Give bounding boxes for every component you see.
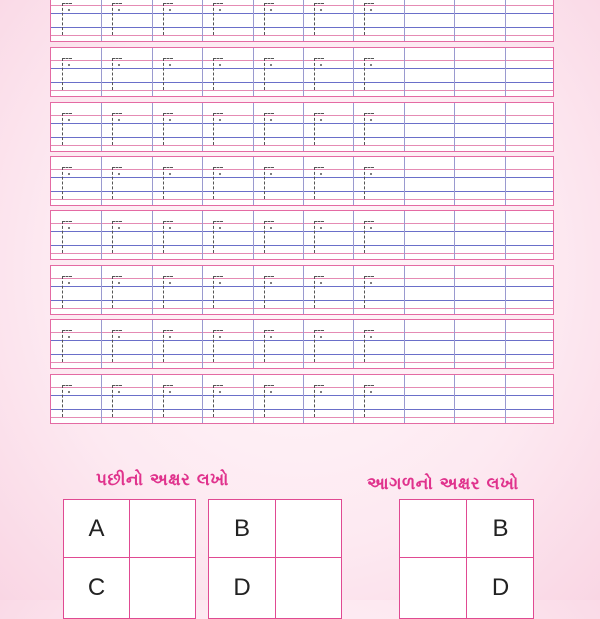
box-divider [253, 48, 254, 96]
box-divider [404, 211, 405, 259]
grid-cell: D [491, 574, 510, 601]
box-divider [505, 211, 506, 259]
traced-letter [213, 113, 223, 147]
traced-letter [62, 221, 72, 255]
traced-letter [264, 330, 274, 364]
grid-cell-blank[interactable] [400, 500, 466, 557]
traced-letter [213, 276, 223, 310]
traced-letter [264, 221, 274, 255]
grid-cell-blank[interactable] [400, 558, 466, 618]
traced-letter [264, 167, 274, 201]
guide-line [51, 5, 553, 6]
traced-letter [364, 113, 374, 147]
traced-letter [163, 385, 173, 419]
box-divider [101, 103, 102, 151]
traced-letter [364, 167, 374, 201]
after-grid-1 [63, 499, 196, 619]
traced-letter [163, 276, 173, 310]
traced-letter [364, 385, 374, 419]
box-divider [152, 320, 153, 368]
traced-letter [213, 385, 223, 419]
box-divider [404, 320, 405, 368]
guide-line [51, 35, 553, 36]
grid-cell: C [87, 574, 106, 601]
box-divider [152, 375, 153, 423]
after-grid-2 [208, 499, 342, 619]
guide-line [51, 231, 553, 232]
practice-row[interactable] [50, 374, 554, 424]
guide-line [51, 332, 553, 333]
box-divider [454, 48, 455, 96]
traced-letter [62, 3, 72, 37]
box-divider [202, 320, 203, 368]
guide-line [51, 417, 553, 418]
box-divider [253, 0, 254, 41]
box-divider [505, 157, 506, 205]
traced-letter [62, 58, 72, 92]
grid-cell: A [88, 514, 105, 542]
box-divider [101, 266, 102, 314]
guide-line [51, 115, 553, 116]
box-divider [202, 103, 203, 151]
traced-letter [314, 113, 324, 147]
traced-letter [112, 3, 122, 37]
box-divider [505, 103, 506, 151]
before-grid-1 [399, 499, 534, 619]
box-divider [353, 0, 354, 41]
box-divider [253, 266, 254, 314]
guide-line [51, 13, 553, 14]
box-divider [303, 157, 304, 205]
practice-row[interactable] [50, 47, 554, 97]
guide-line [51, 137, 553, 138]
box-divider [303, 266, 304, 314]
box-divider [505, 48, 506, 96]
box-divider [353, 48, 354, 96]
grid-cell-blank[interactable] [130, 500, 196, 557]
traced-letter [314, 3, 324, 37]
box-divider [353, 103, 354, 151]
traced-letter [163, 167, 173, 201]
traced-letter [213, 3, 223, 37]
box-divider [404, 48, 405, 96]
practice-row[interactable] [50, 210, 554, 260]
box-divider [404, 157, 405, 205]
after-section-title: પછીનો અક્ષર લખો [96, 470, 229, 490]
traced-letter [264, 113, 274, 147]
traced-letter [314, 221, 324, 255]
practice-row[interactable] [50, 0, 554, 42]
box-divider [303, 320, 304, 368]
traced-letter [213, 330, 223, 364]
box-divider [505, 375, 506, 423]
grid-cell-blank[interactable] [276, 558, 342, 618]
practice-row[interactable] [50, 156, 554, 206]
box-divider [454, 320, 455, 368]
traced-letter [112, 385, 122, 419]
traced-letter [314, 58, 324, 92]
box-divider [152, 266, 153, 314]
traced-letter [213, 167, 223, 201]
box-divider [353, 320, 354, 368]
box-divider [404, 375, 405, 423]
box-divider [353, 266, 354, 314]
guide-line [51, 245, 553, 246]
box-divider [454, 103, 455, 151]
practice-row[interactable] [50, 319, 554, 369]
traced-letter [364, 276, 374, 310]
guide-line [51, 27, 553, 28]
box-divider [303, 0, 304, 41]
grid-cell-blank[interactable] [276, 500, 342, 557]
box-divider [303, 48, 304, 96]
traced-letter [314, 276, 324, 310]
traced-letter [364, 3, 374, 37]
traced-letter [163, 58, 173, 92]
traced-letter [264, 276, 274, 310]
guide-line [51, 253, 553, 254]
box-divider [152, 48, 153, 96]
guide-line [51, 395, 553, 396]
box-divider [353, 211, 354, 259]
traced-letter [62, 167, 72, 201]
box-divider [202, 48, 203, 96]
traced-letter [112, 58, 122, 92]
box-divider [101, 320, 102, 368]
box-divider [253, 211, 254, 259]
box-divider [253, 157, 254, 205]
traced-letter [264, 3, 274, 37]
box-divider [202, 266, 203, 314]
box-divider [454, 375, 455, 423]
box-divider [101, 157, 102, 205]
guide-line [51, 177, 553, 178]
guide-line [51, 387, 553, 388]
box-divider [253, 103, 254, 151]
box-divider [404, 0, 405, 41]
traced-letter [314, 330, 324, 364]
guide-line [51, 169, 553, 170]
box-divider [101, 211, 102, 259]
box-divider [454, 0, 455, 41]
traced-letter [264, 385, 274, 419]
grid-cell: D [233, 574, 251, 601]
traced-letter [163, 113, 173, 147]
guide-line [51, 223, 553, 224]
guide-line [51, 123, 553, 124]
box-divider [202, 0, 203, 41]
box-divider [505, 320, 506, 368]
traced-letter [62, 385, 72, 419]
box-divider [454, 266, 455, 314]
guide-line [51, 68, 553, 69]
box-divider [202, 375, 203, 423]
before-section-title: આગળનો અક્ષર લખો [367, 474, 519, 494]
grid-cell: B [233, 514, 250, 542]
guide-line [51, 362, 553, 363]
guide-line [51, 191, 553, 192]
box-divider [202, 211, 203, 259]
box-divider [101, 48, 102, 96]
box-divider [253, 320, 254, 368]
traced-letter [62, 276, 72, 310]
box-divider [353, 157, 354, 205]
guide-line [51, 286, 553, 287]
traced-letter [364, 58, 374, 92]
box-divider [152, 0, 153, 41]
guide-line [51, 199, 553, 200]
box-divider [152, 157, 153, 205]
box-divider [152, 211, 153, 259]
grid-cell-blank[interactable] [130, 558, 196, 618]
practice-row[interactable] [50, 102, 554, 152]
traced-letter [112, 330, 122, 364]
traced-letter [62, 330, 72, 364]
box-divider [404, 266, 405, 314]
guide-line [51, 90, 553, 91]
guide-line [51, 145, 553, 146]
box-divider [202, 157, 203, 205]
box-divider [303, 103, 304, 151]
traced-letter [62, 113, 72, 147]
grid-cell: B [492, 514, 509, 542]
box-divider [353, 375, 354, 423]
guide-line [51, 409, 553, 410]
traced-letter [314, 385, 324, 419]
box-divider [454, 211, 455, 259]
box-divider [404, 103, 405, 151]
traced-letter [112, 276, 122, 310]
box-divider [303, 211, 304, 259]
guide-line [51, 354, 553, 355]
traced-letter [314, 167, 324, 201]
traced-letter [112, 167, 122, 201]
traced-letter [163, 330, 173, 364]
box-divider [505, 266, 506, 314]
traced-letter [364, 221, 374, 255]
box-divider [101, 0, 102, 41]
traced-letter [163, 221, 173, 255]
box-divider [101, 375, 102, 423]
box-divider [303, 375, 304, 423]
guide-line [51, 300, 553, 301]
guide-line [51, 60, 553, 61]
guide-line [51, 82, 553, 83]
guide-line [51, 308, 553, 309]
traced-letter [213, 221, 223, 255]
box-divider [505, 0, 506, 41]
guide-line [51, 278, 553, 279]
traced-letter [213, 58, 223, 92]
box-divider [152, 103, 153, 151]
traced-letter [112, 113, 122, 147]
traced-letter [264, 58, 274, 92]
box-divider [454, 157, 455, 205]
box-divider [253, 375, 254, 423]
traced-letter [163, 3, 173, 37]
guide-line [51, 340, 553, 341]
practice-row[interactable] [50, 265, 554, 315]
traced-letter [112, 221, 122, 255]
traced-letter [364, 330, 374, 364]
